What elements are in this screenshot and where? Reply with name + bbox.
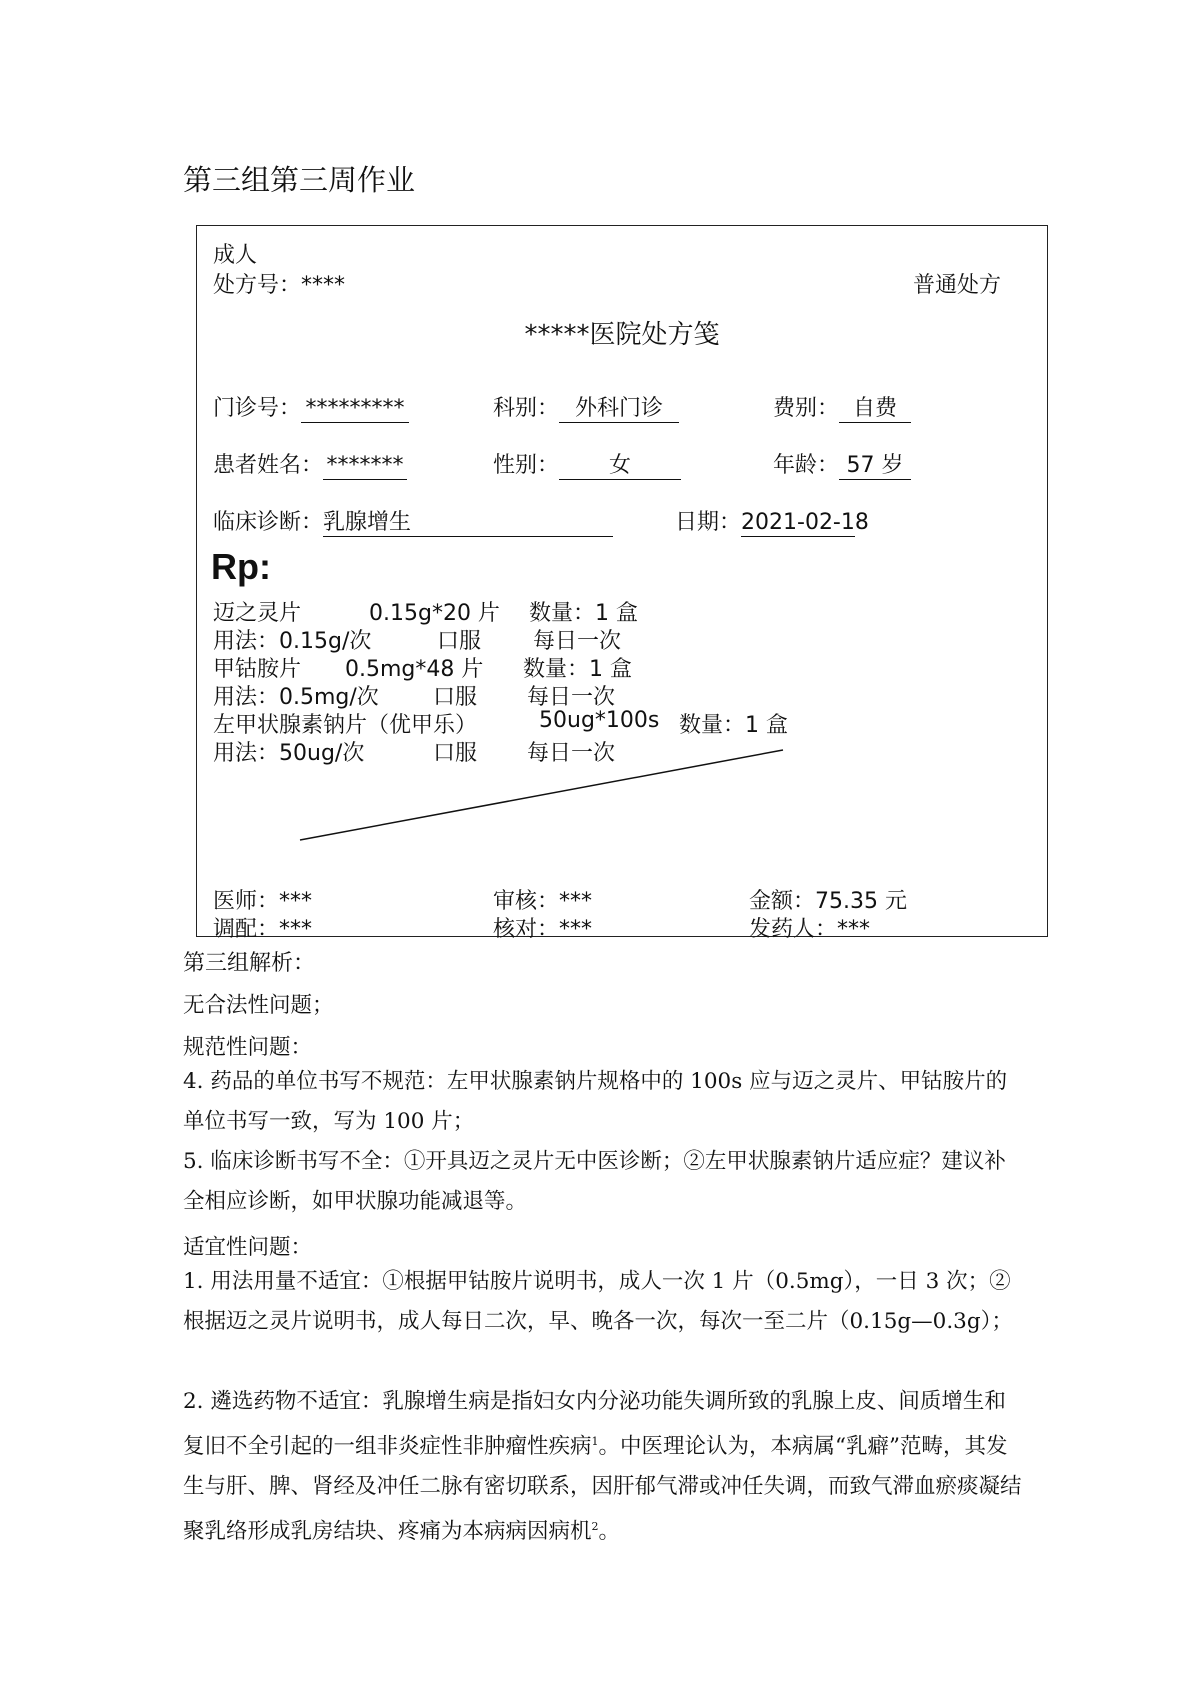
dispense-signature: 调配：*** <box>213 917 313 942</box>
patient-name-label: 患者姓名： <box>213 453 324 478</box>
review-signature: 审核：*** <box>493 889 593 914</box>
issuer-signature: 发药人：*** <box>749 917 871 942</box>
drug-1-route: 口服 <box>437 629 482 654</box>
legality-note: 无合法性问题； <box>183 993 334 1018</box>
diagnosis-label: 临床诊断： <box>213 510 324 535</box>
drug-1-spec: 0.15g*20 片 <box>369 601 500 626</box>
drug-2-usage: 用法：0.5mg/次 <box>213 685 379 710</box>
check-signature: 核对：*** <box>493 917 593 942</box>
age-label: 年龄： <box>773 453 840 478</box>
drug-2-route: 口服 <box>433 685 478 710</box>
drug-1-qty: 数量：1 盒 <box>529 601 638 626</box>
sex-value: 女 <box>559 454 681 480</box>
drug-2-name: 甲钴胺片 <box>213 657 302 682</box>
age-value: 57 岁 <box>839 454 911 480</box>
drug-3-usage: 用法：50ug/次 <box>213 741 365 766</box>
document-title: 第三组第三周作业 <box>183 163 416 197</box>
category-adult: 成人 <box>213 243 258 268</box>
blank-cancel-line <box>197 226 1049 938</box>
drug-3-spec: 50ug*100s <box>539 708 660 733</box>
amount: 金额：75.35 元 <box>749 889 907 914</box>
department-label: 科别： <box>493 396 560 421</box>
reference-2: 2 <box>591 1520 599 1533</box>
normativity-heading: 规范性问题： <box>183 1035 313 1060</box>
issue-5: 5. 临床诊断书写不全：①开具迈之灵片无中医诊断；②左甲状腺素钠片适应症？建议补全相应诊断，如甲状腺功能减退等。 <box>183 1149 1006 1214</box>
drug-3-route: 口服 <box>433 741 478 766</box>
date-value: 2021-02-18 <box>741 510 869 535</box>
drug-3-qty: 数量：1 盒 <box>679 713 788 738</box>
clinic-no-value: ********* <box>301 397 409 423</box>
analysis-heading: 第三组解析： <box>183 951 316 976</box>
issue-drug-selection <box>183 1382 1023 1552</box>
drug-2-spec: 0.5mg*48 片 <box>345 657 484 682</box>
issue-drug-selection-text-2: 。中医理论认为，本病属“乳癖”范畴，其发生与肝、脾、肾经及冲任二脉有密切联系，因肝郁气滞或冲任失调，而致气滞血瘀痰凝结聚乳络形成乳房结块、疼痛为本病病因病机 <box>183 1434 1022 1544</box>
prescription-title: *****医院处方笺 <box>524 320 720 350</box>
clinic-no-label: 门诊号： <box>213 396 302 421</box>
reference-1: 1 <box>591 1435 599 1448</box>
drug-1-usage: 用法：0.15g/次 <box>213 629 372 654</box>
drug-2-freq: 每日一次 <box>527 685 616 710</box>
category-normal: 普通处方 <box>913 273 1002 298</box>
prescription-no-value: **** <box>301 273 346 298</box>
issue-dosage: 1. 用法用量不适宜：①根据甲钴胺片说明书，成人一次 1 片（0.5mg），一日 3 次；②根据迈之灵片说明书，成人每日二次，早、晚各一次，每次一至二片（0.15g—0.3g）； <box>183 1269 1013 1334</box>
department-value: 外科门诊 <box>559 397 679 423</box>
issue-4: 4. 药品的单位书写不规范：左甲状腺素钠片规格中的 100s 应与迈之灵片、甲钴胺片的单位书写一致，写为 100 片； <box>183 1069 1008 1134</box>
appropriateness-heading: 适宜性问题： <box>183 1235 313 1260</box>
fee-type-value: 自费 <box>839 397 911 423</box>
rp-symbol: Rp: <box>211 546 271 587</box>
drug-3-freq: 每日一次 <box>527 741 616 766</box>
drug-1-freq: 每日一次 <box>533 629 622 654</box>
prescription-form <box>196 225 1048 942</box>
drug-2-qty: 数量：1 盒 <box>523 657 632 682</box>
sex-label: 性别： <box>493 453 560 478</box>
issue-drug-selection-text: 2. 遴选药物不适宜：乳腺增生病是指妇女内分泌功能失调所致的乳腺上皮、间质增生和复旧不全引起的一组非炎症性非肿瘤性疾病 <box>183 1389 1006 1459</box>
diagnosis-value: 乳腺增生 <box>323 511 613 537</box>
patient-name-value: ******* <box>323 454 407 480</box>
issue-drug-selection-end: 。 <box>598 1519 621 1544</box>
doctor-signature: 医师：*** <box>213 889 313 914</box>
drug-3-name: 左甲状腺素钠片（优甲乐） <box>213 713 478 738</box>
fee-type-label: 费别： <box>773 396 840 421</box>
drug-1-name: 迈之灵片 <box>213 601 302 626</box>
date-label: 日期： <box>675 510 742 535</box>
prescription-no-label: 处方号： <box>213 273 302 298</box>
